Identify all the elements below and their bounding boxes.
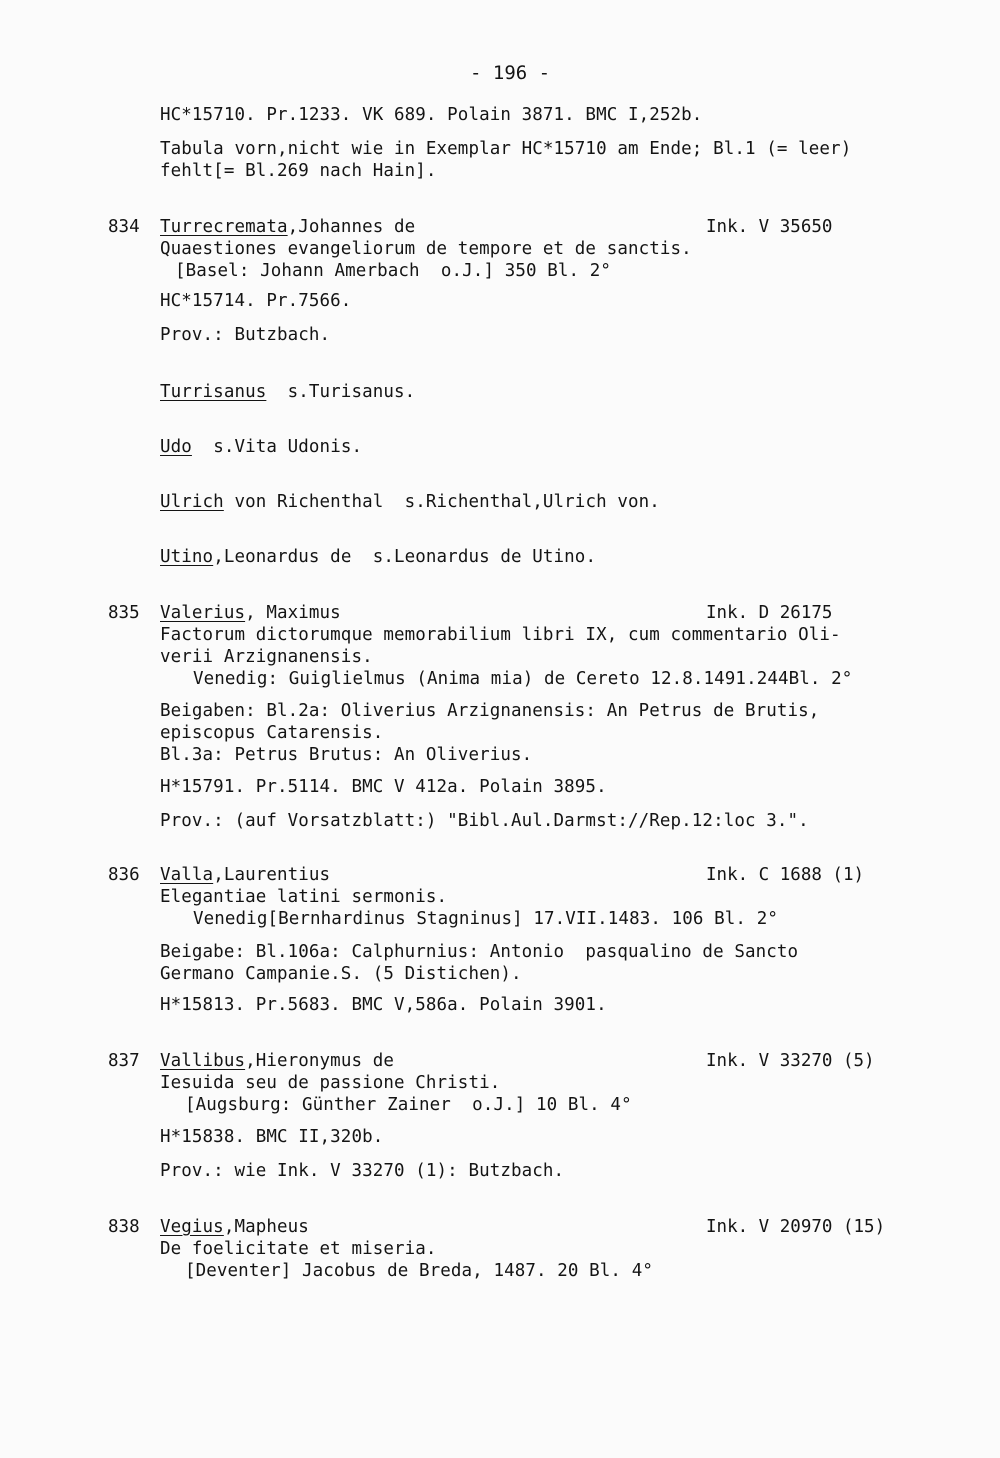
entry-provenance: Prov.: Butzbach. — [160, 325, 331, 345]
entry-references: HC*15714. Pr.7566. — [160, 291, 352, 311]
author-forename: ,Hieronymus de — [245, 1051, 394, 1071]
author-forename: ,Mapheus — [223, 1217, 309, 1237]
entry-author — [160, 216, 415, 238]
intro-note-line-2: fehlt[= Bl.269 nach Hain]. — [160, 161, 437, 181]
entry-number: 835 — [108, 603, 140, 623]
entry-imprint: [Basel: Johann Amerbach o.J.] 350 Bl. 2° — [175, 261, 612, 281]
author-surname: Valerius — [160, 603, 246, 623]
entry-author — [160, 864, 330, 886]
entry-title: Quaestiones evangeliorum de tempore et de sanctis. — [160, 239, 692, 259]
entry-supplement-line-1: Beigabe: Bl.106a: Calphurnius: Antonio pasqualino de Sancto — [160, 942, 799, 962]
cross-reference — [160, 381, 415, 403]
xref-target: ,Leonardus de s.Leonardus de Utino. — [213, 547, 597, 567]
shelfmark: Ink. D 26175 — [706, 603, 833, 623]
entry-imprint: Venedig: Guiglielmus (Anima mia) de Cereto 12.8.1491.244Bl. 2° — [193, 669, 853, 689]
author-forename: ,Laurentius — [213, 865, 331, 885]
xref-name: Ulrich — [160, 492, 224, 512]
xref-name: Turrisanus — [160, 382, 267, 402]
entry-number: 836 — [108, 865, 140, 885]
xref-name: Utino — [160, 547, 214, 567]
cross-reference — [160, 491, 660, 513]
xref-target: s.Vita Udonis. — [191, 437, 363, 457]
entry-imprint: [Deventer] Jacobus de Breda, 1487. 20 Bl. 4° — [185, 1261, 653, 1281]
entry-supplement-line-3: Bl.3a: Petrus Brutus: An Oliverius. — [160, 745, 533, 765]
page-number: - 196 - — [470, 62, 551, 84]
entry-references: H*15791. Pr.5114. BMC V 412a. Polain 3895. — [160, 777, 607, 797]
entry-supplement-line-2: episcopus Catarensis. — [160, 723, 384, 743]
shelfmark: Ink. V 20970 (15) — [706, 1217, 886, 1237]
xref-target: s.Turisanus. — [266, 382, 416, 402]
entry-imprint: Venedig[Bernhardinus Stagninus] 17.VII.1483. 106 Bl. 2° — [193, 909, 778, 929]
entry-references: H*15838. BMC II,320b. — [160, 1127, 384, 1147]
author-surname: Turrecremata — [160, 217, 288, 237]
entry-title-line-1: Factorum dictorumque memorabilium libri IX, cum commentario Oli- — [160, 625, 841, 645]
entry-title: Iesuida seu de passione Christi. — [160, 1073, 501, 1093]
cross-reference — [160, 436, 362, 458]
author-forename: , Maximus — [245, 603, 341, 623]
entry-provenance: Prov.: (auf Vorsatzblatt:) "Bibl.Aul.Darmst://Rep.12:loc 3.". — [160, 811, 809, 831]
entry-number: 834 — [108, 217, 140, 237]
shelfmark: Ink. V 33270 (5) — [706, 1051, 875, 1071]
entry-number: 837 — [108, 1051, 140, 1071]
entry-title: Elegantiae latini sermonis. — [160, 887, 448, 907]
xref-target: von Richenthal s.Richenthal,Ulrich von. — [223, 492, 660, 512]
xref-name: Udo — [160, 437, 192, 457]
entry-supplement-line-1: Beigaben: Bl.2a: Oliverius Arzignanensis: An Petrus de Brutis, — [160, 701, 820, 721]
author-forename: ,Johannes de — [287, 217, 416, 237]
intro-note-line-1: Tabula vorn,nicht wie in Exemplar HC*15710 am Ende; Bl.1 (= leer) — [160, 139, 852, 159]
entry-author — [160, 1216, 309, 1238]
entry-imprint: [Augsburg: Günther Zainer o.J.] 10 Bl. 4° — [185, 1095, 632, 1115]
cross-reference — [160, 546, 596, 568]
entry-provenance: Prov.: wie Ink. V 33270 (1): Butzbach. — [160, 1161, 565, 1181]
intro-refs-line: HC*15710. Pr.1233. VK 689. Polain 3871. BMC I,252b. — [160, 105, 703, 125]
shelfmark: Ink. V 35650 — [706, 217, 833, 237]
entry-author — [160, 1050, 394, 1072]
entry-references: H*15813. Pr.5683. BMC V,586a. Polain 3901. — [160, 995, 607, 1015]
author-surname: Vallibus — [160, 1051, 246, 1071]
entry-author — [160, 602, 341, 624]
entry-supplement-line-2: Germano Campanie.S. (5 Distichen). — [160, 964, 522, 984]
entry-number: 838 — [108, 1217, 140, 1237]
shelfmark: Ink. C 1688 (1) — [706, 865, 865, 885]
entry-title: De foelicitate et miseria. — [160, 1239, 437, 1259]
author-surname: Valla — [160, 865, 214, 885]
author-surname: Vegius — [160, 1217, 224, 1237]
entry-title-line-2: verii Arzignanensis. — [160, 647, 373, 667]
